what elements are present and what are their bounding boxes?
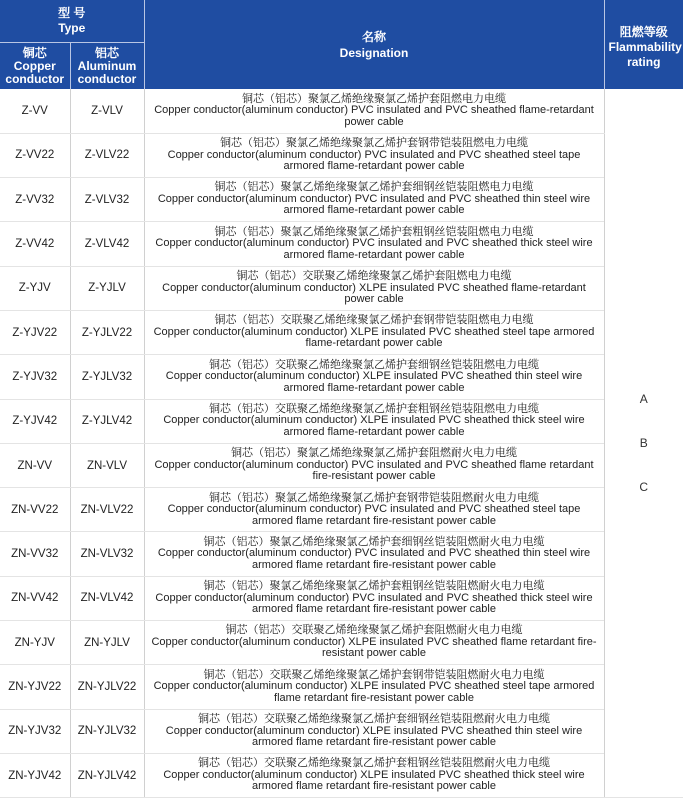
copper-header-en-2: conductor — [0, 73, 70, 86]
aluminum-model-cell: Z-VLV42 — [70, 222, 144, 266]
table-row — [0, 355, 683, 399]
aluminum-model-cell: ZN-YJLV42 — [70, 753, 144, 797]
table-row — [0, 576, 683, 620]
designation-en: Copper conductor(aluminum conductor) XLPE insulated PVC sheathed steel tape armored flame retardant fire-resistant power cable — [149, 681, 600, 704]
designation-cell — [144, 310, 604, 354]
type-header-en: Type — [0, 21, 144, 36]
designation-cell — [144, 399, 604, 443]
aluminum-model-cell: ZN-YJLV32 — [70, 709, 144, 753]
designation-en: Copper conductor(aluminum conductor) PVC insulated and PVC sheathed thin steel wire armored flame-retardant power cable — [149, 194, 600, 217]
table-row — [0, 488, 683, 532]
designation-cn: 铜芯（铝芯）交联聚乙烯绝缘聚氯乙烯护套阻燃耐火电力电缆 — [149, 625, 600, 637]
copper-model-cell: Z-YJV — [0, 266, 70, 310]
aluminum-model-cell: ZN-YJLV22 — [70, 665, 144, 709]
aluminum-model-cell: ZN-VLV42 — [70, 576, 144, 620]
designation-cn: 铜芯（铝芯）聚氯乙烯绝缘聚氯乙烯护套阻燃电力电缆 — [149, 94, 600, 106]
table-row — [0, 266, 683, 310]
aluminum-model-cell: Z-YJLV22 — [70, 310, 144, 354]
designation-cn: 铜芯（铝芯）交联聚乙烯绝缘聚氯乙烯护套细钢丝铠装阻燃电力电缆 — [149, 360, 600, 372]
copper-header-cn: 铜芯 — [0, 47, 70, 60]
aluminum-model-cell: ZN-YJLV — [70, 621, 144, 665]
designation-en: Copper conductor(aluminum conductor) XLPE insulated PVC sheathed flame retardant fire-resistant power cable — [149, 637, 600, 660]
copper-model-cell: Z-YJV22 — [0, 310, 70, 354]
designation-cn: 铜芯（铝芯）聚氯乙烯绝缘聚氯乙烯护套细钢丝铠装阻燃耐火电力电缆 — [149, 537, 600, 549]
type-header — [0, 0, 144, 43]
copper-model-cell: Z-VV — [0, 89, 70, 133]
aluminum-model-cell: Z-VLV22 — [70, 133, 144, 177]
copper-header — [0, 43, 70, 90]
designation-header-cn: 名称 — [145, 29, 604, 45]
designation-en: Copper conductor(aluminum conductor) XLPE insulated PVC sheathed thick steel wire armored flame-retardant power cable — [149, 415, 600, 438]
designation-cell — [144, 266, 604, 310]
aluminum-model-cell: ZN-VLV22 — [70, 488, 144, 532]
table-row — [0, 133, 683, 177]
aluminum-model-cell: Z-YJLV32 — [70, 355, 144, 399]
designation-cn: 铜芯（铝芯）交联聚乙烯绝缘聚氯乙烯护套粗钢丝铠装阻燃耐火电力电缆 — [149, 758, 600, 770]
flammability-cell — [604, 89, 683, 798]
designation-header-en: Designation — [145, 45, 604, 61]
table-row — [0, 443, 683, 487]
flammability-level-b: B — [605, 433, 683, 477]
copper-model-cell: Z-VV32 — [0, 178, 70, 222]
copper-model-cell: ZN-VV42 — [0, 576, 70, 620]
copper-model-cell: ZN-VV32 — [0, 532, 70, 576]
aluminum-header-en-1: Aluminum — [71, 60, 144, 73]
flammability-level-a: A — [605, 389, 683, 433]
table-row — [0, 310, 683, 354]
designation-cn: 铜芯（铝芯）交联聚乙烯绝缘聚氯乙烯护套细钢丝铠装阻燃耐火电力电缆 — [149, 714, 600, 726]
aluminum-header-en-2: conductor — [71, 73, 144, 86]
aluminum-model-cell: Z-VLV32 — [70, 178, 144, 222]
aluminum-model-cell: Z-VLV — [70, 89, 144, 133]
designation-cn: 铜芯（铝芯）交联聚乙烯绝缘聚氯乙烯护套阻燃电力电缆 — [149, 271, 600, 283]
aluminum-model-cell: ZN-VLV32 — [70, 532, 144, 576]
copper-model-cell: ZN-YJV32 — [0, 709, 70, 753]
table-body — [0, 89, 683, 798]
designation-en: Copper conductor(aluminum conductor) PVC insulated and PVC sheathed thick steel wire armored flame-retardant power cable — [149, 238, 600, 261]
designation-cell — [144, 443, 604, 487]
designation-en: Copper conductor(aluminum conductor) XLPE insulated PVC sheathed thin steel wire armored flame retardant fire-resistant power cable — [149, 726, 600, 749]
flammability-header-cn: 阻燃等级 — [605, 25, 683, 40]
flammability-level-c: C — [605, 477, 683, 521]
designation-cn: 铜芯（铝芯）交联聚乙烯绝缘聚氯乙烯护套钢带铠装阻燃耐火电力电缆 — [149, 670, 600, 682]
designation-cn: 铜芯（铝芯）聚氯乙烯绝缘聚氯乙烯护套阻燃耐火电力电缆 — [149, 448, 600, 460]
flammability-header — [604, 0, 683, 89]
designation-en: Copper conductor(aluminum conductor) XLPE insulated PVC sheathed thin steel wire armored flame-retardant power cable — [149, 371, 600, 394]
table-row — [0, 399, 683, 443]
designation-en: Copper conductor(aluminum conductor) PVC insulated and PVC sheathed thin steel wire armored flame retardant fire-resistant power cable — [149, 548, 600, 571]
designation-en: Copper conductor(aluminum conductor) XLPE insulated PVC sheathed steel tape armored flame-retardant power cable — [149, 327, 600, 350]
designation-en: Copper conductor(aluminum conductor) PVC insulated and PVC sheathed thick steel wire armored flame retardant fire-resistant power cable — [149, 593, 600, 616]
designation-en: Copper conductor(aluminum conductor) PVC insulated and PVC sheathed flame-retardant power cable — [149, 105, 600, 128]
copper-header-en-1: Copper — [0, 60, 70, 73]
designation-cell — [144, 89, 604, 133]
copper-model-cell: Z-YJV32 — [0, 355, 70, 399]
aluminum-header-cn: 铝芯 — [71, 47, 144, 60]
designation-cell — [144, 753, 604, 797]
designation-cell — [144, 355, 604, 399]
designation-cn: 铜芯（铝芯）交联聚乙烯绝缘聚氯乙烯护套钢带铠装阻燃电力电缆 — [149, 315, 600, 327]
designation-cell — [144, 709, 604, 753]
table-row — [0, 621, 683, 665]
aluminum-model-cell: Z-YJLV — [70, 266, 144, 310]
designation-cn: 铜芯（铝芯）聚氯乙烯绝缘聚氯乙烯护套钢带铠装阻燃电力电缆 — [149, 138, 600, 150]
copper-model-cell: ZN-VV22 — [0, 488, 70, 532]
table-header — [0, 0, 683, 89]
table-row — [0, 222, 683, 266]
designation-cell — [144, 665, 604, 709]
copper-model-cell: ZN-YJV — [0, 621, 70, 665]
designation-cell — [144, 488, 604, 532]
designation-cell — [144, 133, 604, 177]
designation-cn: 铜芯（铝芯）聚氯乙烯绝缘聚氯乙烯护套粗钢丝铠装阻燃电力电缆 — [149, 227, 600, 239]
designation-cell — [144, 222, 604, 266]
designation-cn: 铜芯（铝芯）交联聚乙烯绝缘聚氯乙烯护套粗钢丝铠装阻燃电力电缆 — [149, 404, 600, 416]
flammability-levels — [605, 389, 683, 521]
copper-model-cell: ZN-YJV42 — [0, 753, 70, 797]
designation-en: Copper conductor(aluminum conductor) PVC insulated and PVC sheathed flame retardant fire-resistant power cable — [149, 460, 600, 483]
designation-cell — [144, 178, 604, 222]
designation-cell — [144, 621, 604, 665]
copper-model-cell: Z-YJV42 — [0, 399, 70, 443]
aluminum-model-cell: Z-YJLV42 — [70, 399, 144, 443]
table-row — [0, 89, 683, 133]
type-header-cn: 型 号 — [0, 6, 144, 21]
copper-model-cell: Z-VV42 — [0, 222, 70, 266]
table-row — [0, 753, 683, 797]
designation-header — [144, 0, 604, 89]
flammability-header-en: Flammability rating — [605, 40, 683, 70]
designation-en: Copper conductor(aluminum conductor) PVC insulated and PVC sheathed steel tape armored flame-retardant power cable — [149, 150, 600, 173]
designation-cell — [144, 532, 604, 576]
designation-cn: 铜芯（铝芯）聚氯乙烯绝缘聚氯乙烯护套钢带铠装阻燃耐火电力电缆 — [149, 493, 600, 505]
designation-en: Copper conductor(aluminum conductor) PVC insulated and PVC sheathed steel tape armored flame retardant fire-resistant power cable — [149, 504, 600, 527]
table-row — [0, 709, 683, 753]
designation-cn: 铜芯（铝芯）聚氯乙烯绝缘聚氯乙烯护套粗钢丝铠装阻燃耐火电力电缆 — [149, 581, 600, 593]
table-row — [0, 532, 683, 576]
copper-model-cell: ZN-VV — [0, 443, 70, 487]
copper-model-cell: Z-VV22 — [0, 133, 70, 177]
designation-cn: 铜芯（铝芯）聚氯乙烯绝缘聚氯乙烯护套细钢丝铠装阻燃电力电缆 — [149, 182, 600, 194]
designation-en: Copper conductor(aluminum conductor) XLPE insulated PVC sheathed thick steel wire armored flame retardant fire-resistant power cable — [149, 770, 600, 793]
aluminum-model-cell: ZN-VLV — [70, 443, 144, 487]
table-row — [0, 178, 683, 222]
designation-cell — [144, 576, 604, 620]
designation-en: Copper conductor(aluminum conductor) XLPE insulated PVC sheathed flame-retardant power cable — [149, 283, 600, 306]
table-row — [0, 665, 683, 709]
copper-model-cell: ZN-YJV22 — [0, 665, 70, 709]
aluminum-header — [70, 43, 144, 90]
